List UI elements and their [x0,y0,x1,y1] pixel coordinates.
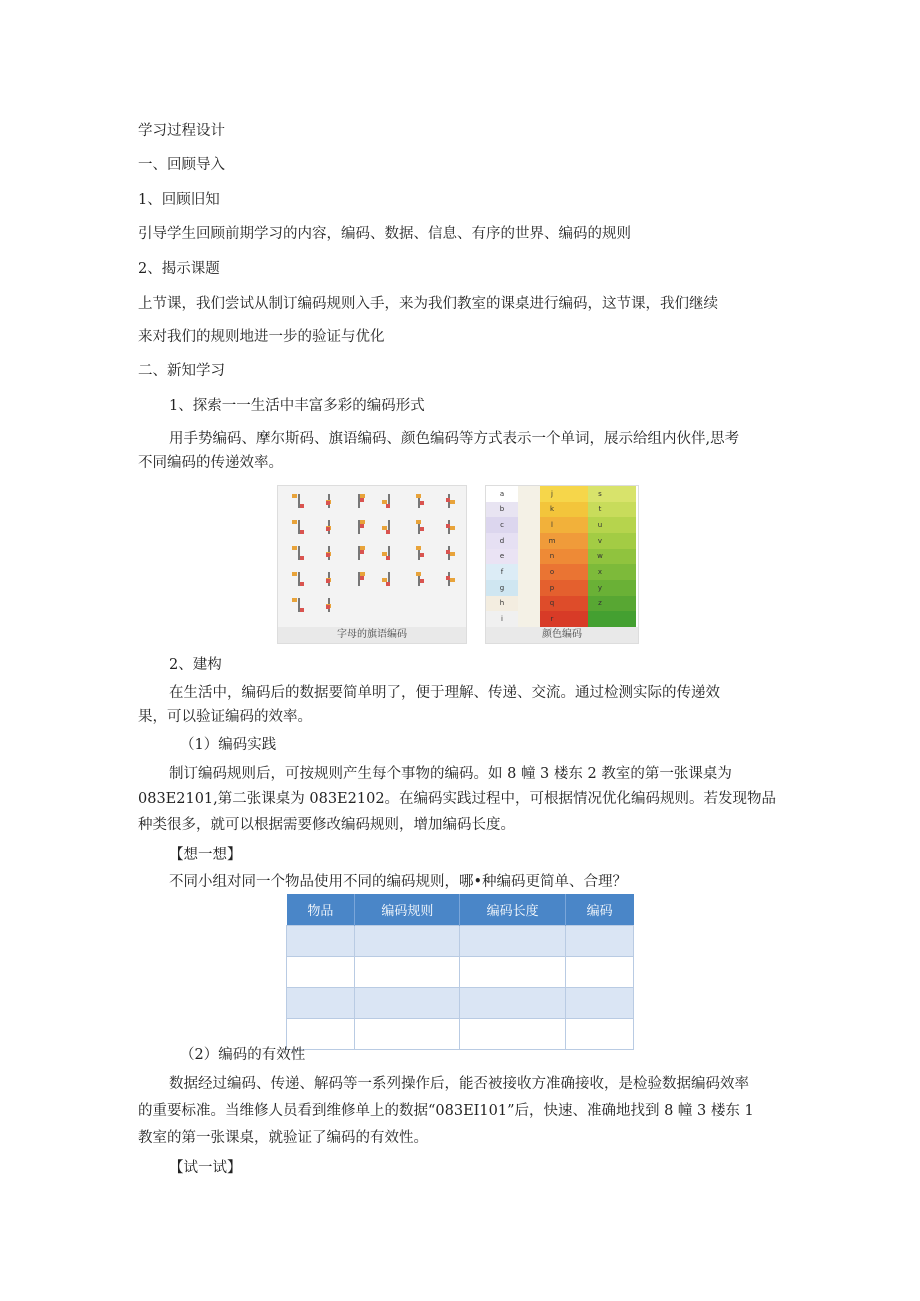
color-code-cell [612,549,636,565]
try-label: 【试一试】 [169,1160,242,1176]
color-code-cell: g [486,580,518,596]
semaphore-flag-icon [352,520,366,534]
color-code-cell [518,517,540,533]
color-caption: 颜色编码 [486,627,638,643]
color-code-cell [564,502,588,518]
color-code-cell [518,596,540,612]
color-code-cell [518,611,540,627]
color-code-cell [612,564,636,580]
color-code-cell [564,564,588,580]
color-code-cell [518,580,540,596]
color-code-cell [564,517,588,533]
color-code-cell: x [588,564,612,580]
semaphore-flag-icon [382,572,396,586]
semaphore-flag-icon [292,598,306,612]
semaphore-flag-icon [412,494,426,508]
paragraph: 制订编码规则后，可按规则产生每个事物的编码。如 8 幢 3 楼东 2 教室的第一张课桌为 [169,766,732,782]
paragraph: 数据经过编码、传递、解码等一系列操作后，能否被接收方准确接收，是检验数据编码效率 [169,1076,749,1092]
subheading-recall: 1、回顾旧知 [138,192,220,208]
semaphore-flag-icon [382,546,396,560]
color-code-cell [612,517,636,533]
color-code-cell: l [540,517,564,533]
color-code-cell: p [540,580,564,596]
paragraph: 在生活中，编码后的数据要简单明了，便于理解、传递、交流。通过检测实际的传递效 [169,685,720,701]
semaphore-flag-icon [322,546,336,560]
color-code-cell: d [486,533,518,549]
subheading-topic: 2、揭示课题 [138,261,220,277]
paragraph: 教室的第一张课桌，就验证了编码的有效性。 [138,1130,428,1146]
color-code-cell [612,596,636,612]
color-code-cell: s [588,486,612,502]
paragraph: 083E2101,第二张课桌为 083E2102。在编码实践过程中，可根据情况优化编码规则。若发现物品 [138,791,777,807]
color-code-cell [612,486,636,502]
semaphore-flag-icon [292,546,306,560]
semaphore-flag-icon [322,494,336,508]
semaphore-flag-icon [352,572,366,586]
color-code-cell: r [540,611,564,627]
color-code-cell: u [588,517,612,533]
subheading-validity: （2）编码的有效性 [180,1047,306,1063]
paragraph: 不同编码的传递效率。 [138,455,283,471]
paragraph: 果，可以验证编码的效率。 [138,709,312,725]
color-code-cell: a [486,486,518,502]
subheading-practice: （1）编码实践 [180,737,277,753]
color-code-cell: v [588,533,612,549]
color-code-cell [518,502,540,518]
color-code-cell [564,486,588,502]
color-code-cell [564,549,588,565]
color-code-cell: i [486,611,518,627]
semaphore-flag-icon [412,572,426,586]
color-code-cell: y [588,580,612,596]
semaphore-flag-grid [286,492,458,623]
semaphore-flag-icon [292,494,306,508]
table-header-cell: 编码规则 [355,894,460,926]
color-code-cell: q [540,596,564,612]
color-code-cell [518,533,540,549]
color-code-cell: m [540,533,564,549]
semaphore-figure [277,485,467,644]
table-row [287,926,634,957]
semaphore-flag-icon [352,546,366,560]
semaphore-flag-icon [322,520,336,534]
table-row [287,1019,634,1050]
coding-comparison-table [286,894,634,1050]
semaphore-flag-icon [352,494,366,508]
color-code-cell [564,611,588,627]
color-code-cell [588,611,612,627]
color-code-cell: h [486,596,518,612]
color-code-cell: k [540,502,564,518]
paragraph: 用手势编码、摩尔斯码、旗语编码、颜色编码等方式表示一个单词，展示给组内伙伴,思考 [169,431,740,447]
semaphore-flag-icon [412,520,426,534]
color-code-cell [612,533,636,549]
heading-review: 一、回顾导入 [138,157,225,173]
color-code-cell [612,502,636,518]
semaphore-flag-icon [442,546,456,560]
color-code-grid [486,486,638,627]
table-header-cell: 物品 [287,894,355,926]
paragraph: 引导学生回顾前期学习的内容，编码、数据、信息、有序的世界、编码的规则 [138,226,631,242]
semaphore-flag-icon [322,572,336,586]
color-code-figure [485,485,639,644]
table-row [287,988,634,1019]
color-code-cell [564,596,588,612]
color-code-cell: n [540,549,564,565]
color-code-cell [564,580,588,596]
think-label: 【想一想】 [169,847,242,863]
color-code-cell: o [540,564,564,580]
table-header-cell: 编码 [565,894,633,926]
color-code-cell: j [540,486,564,502]
semaphore-caption: 字母的旗语编码 [278,627,466,643]
paragraph: 不同小组对同一个物品使用不同的编码规则，哪•种编码更简单、合理？ [169,874,628,890]
color-code-cell [612,611,636,627]
color-code-cell: t [588,502,612,518]
section-title: 学习过程设计 [138,123,225,139]
color-code-cell: e [486,549,518,565]
heading-new-knowledge: 二、新知学习 [138,363,225,379]
semaphore-flag-icon [292,572,306,586]
subheading-explore: 1、探索一一生活中丰富多彩的编码形式 [169,398,425,414]
paragraph: 的重要标准。当维修人员看到维修单上的数据“083EI101”后，快速、准确地找到 8 幢 3 楼东 1 [138,1103,754,1119]
semaphore-flag-icon [442,520,456,534]
semaphore-flag-icon [382,494,396,508]
paragraph: 来对我们的规则地进一步的验证与优化 [138,329,385,345]
color-code-cell: b [486,502,518,518]
color-code-cell [518,564,540,580]
color-code-cell [518,486,540,502]
subheading-construct: 2、建构 [169,657,222,673]
color-code-cell [612,580,636,596]
paragraph: 上节课，我们尝试从制订编码规则入手，来为我们教室的课桌进行编码，这节课，我们继续 [138,296,718,312]
semaphore-flag-icon [292,520,306,534]
color-code-cell: z [588,596,612,612]
semaphore-flag-icon [442,494,456,508]
table-header-row [287,894,634,926]
table-header-cell: 编码长度 [460,894,565,926]
color-code-cell: f [486,564,518,580]
color-code-cell: w [588,549,612,565]
color-code-cell [564,533,588,549]
semaphore-flag-icon [322,598,336,612]
table-row [287,957,634,988]
semaphore-flag-icon [412,546,426,560]
semaphore-flag-icon [442,572,456,586]
paragraph: 种类很多，就可以根据需要修改编码规则，增加编码长度。 [138,817,515,833]
color-code-cell: c [486,517,518,533]
color-code-cell [518,549,540,565]
semaphore-flag-icon [382,520,396,534]
